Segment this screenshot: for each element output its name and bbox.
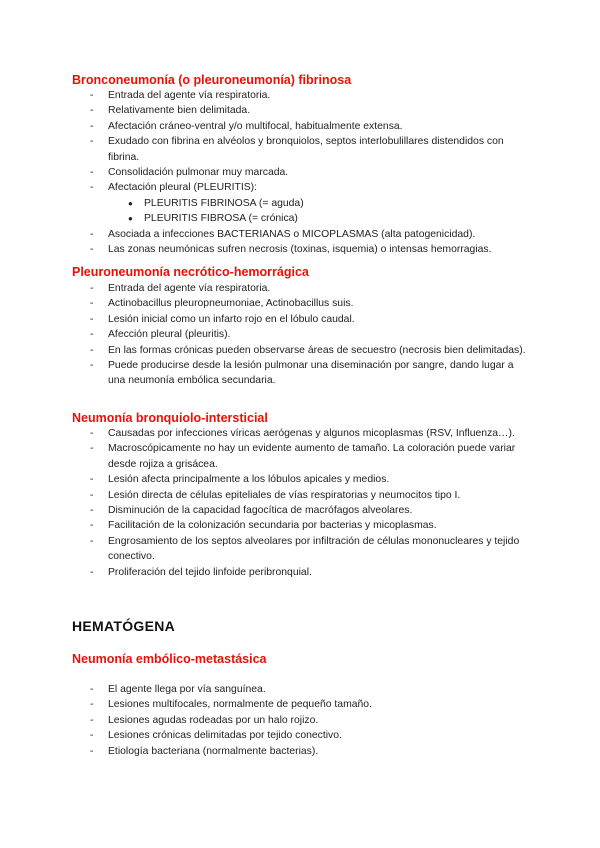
dash-marker: -	[90, 244, 94, 256]
dash-marker: -	[90, 428, 94, 439]
list-item: - Entrada del agente vía respiratoria.	[0, 88, 528, 103]
dash-marker: -	[90, 714, 94, 726]
list-item: - Macroscópicamente no hay un evidente aumento de tamaño. La coloración puede variar desde rojiza a grisácea.	[90, 443, 516, 470]
dash-marker: -	[90, 360, 94, 372]
dash-marker: -	[90, 283, 94, 294]
dash-marker: -	[90, 298, 94, 310]
list-item: - Asociada a infecciones BACTERIANAS o MICOPLASMAS (alta patogenicidad).	[0, 227, 528, 242]
dash-marker: -	[90, 136, 94, 148]
sub-list-item: ● PLEURITIS FIBROSA (= crónica)	[0, 211, 528, 226]
list-item: - Las zonas neumónicas sufren necrosis (toxinas, isquemia) o intensas hemorragias.	[0, 242, 528, 257]
dash-marker: -	[90, 182, 94, 194]
section-title-pleuroneumonia-necrotico-hemorragica: Pleuroneumonía necrótico-hemorrágica	[72, 265, 309, 279]
dash-marker: -	[90, 474, 94, 486]
dash-marker: -	[90, 105, 94, 117]
list-item: - Facilitación de la colonización secundaria por bacterias y micoplasmas.	[0, 518, 528, 533]
dash-marker: -	[90, 329, 94, 341]
bullet-marker: ●	[128, 214, 133, 224]
dash-marker: -	[90, 535, 94, 547]
heading-hematogena: HEMATÓGENA	[72, 618, 176, 634]
list-item: - Afección pleural (pleuritis).	[0, 327, 528, 342]
list-item: - El agente llega por vía sanguínea.	[0, 682, 528, 697]
list-item: - Etiología bacteriana (normalmente bacterias).	[0, 744, 528, 759]
list-item: - Actinobacillus pleuropneumoniae, Actinobacillus suis.	[0, 296, 528, 311]
list-item: - Disminución de la capacidad fagocítica de macrófagos alveolares.	[0, 503, 528, 518]
list-item: - Afectación pleural (PLEURITIS):	[0, 180, 528, 195]
dash-marker: -	[90, 120, 94, 132]
section-title-neumonia-embolico-metastasica: Neumonía embólico-metastásica	[72, 652, 267, 666]
sub-list-item: ● PLEURITIS FIBRINOSA (= aguda)	[0, 196, 528, 211]
list-item: - Entrada del agente vía respiratoria.	[0, 281, 528, 296]
list-item: - Consolidación pulmonar muy marcada.	[0, 165, 528, 180]
list-bronconeumonia-fibrinosa	[0, 88, 528, 257]
dash-marker: -	[90, 566, 94, 578]
list-item: - Lesión directa de células epiteliales de vías respiratorias y neumocitos tipo I.	[0, 488, 528, 503]
list-item: - Exudado con fibrina en alvéolos y bronquiolos, septos interlobulillares distendidos con fibrina.	[90, 136, 504, 163]
dash-marker: -	[90, 90, 94, 101]
section-title-neumonia-bronquiolo-intersticial: Neumonía bronquiolo-intersticial	[72, 411, 268, 425]
list-item: - Engrosamiento de los septos alveolares por infiltración de células mononucleares y tejido conectivo.	[90, 535, 520, 563]
dash-marker: -	[90, 505, 94, 517]
dash-marker: -	[90, 313, 94, 325]
dash-marker: -	[90, 730, 94, 742]
section-title-bronconeumonia-fibrinosa: Bronconeumonía (o pleuroneumonía) fibrinosa	[72, 73, 352, 87]
list-item: - Lesiones crónicas delimitadas por tejido conectivo.	[0, 728, 528, 743]
list-item: - Afectación cráneo-ventral y/o multifocal, habitualmente extensa.	[0, 119, 528, 134]
list-item: - Lesiones agudas rodeadas por un halo rojizo.	[0, 713, 528, 728]
list-item: - Proliferación del tejido linfoide peribronquial.	[0, 565, 528, 580]
dash-marker: -	[90, 167, 94, 179]
dash-marker: -	[90, 699, 94, 711]
dash-marker: -	[90, 684, 94, 695]
list-neumonia-bronquiolo-intersticial	[0, 426, 528, 580]
dash-marker: -	[90, 443, 94, 455]
dash-marker: -	[90, 489, 94, 501]
list-item: - Lesiones multifocales, normalmente de pequeño tamaño.	[0, 697, 528, 712]
list-item: - Causadas por infecciones víricas aerógenas y algunos micoplasmas (RSV, Influenza…).	[0, 426, 528, 441]
list-item: - En las formas crónicas pueden observarse áreas de secuestro (necrosis bien delimitadas).	[0, 343, 528, 358]
list-item: - Puede producirse desde la lesión pulmonar una diseminación por sangre, dando lugar a una neumonía embólica secundaria.	[90, 360, 514, 387]
dash-marker: -	[90, 745, 94, 757]
list-item: - Lesión inicial como un infarto rojo en el lóbulo caudal.	[0, 312, 528, 327]
dash-marker: -	[90, 520, 94, 532]
dash-marker: -	[90, 228, 94, 240]
list-item: - Lesión afecta principalmente a los lóbulos apicales y medios.	[0, 472, 528, 487]
dash-marker: -	[90, 344, 94, 356]
bullet-marker: ●	[128, 198, 133, 208]
list-pleuroneumonia-necrotico-hemorragica	[0, 281, 528, 389]
list-item: - Relativamente bien delimitada.	[0, 103, 528, 118]
list-neumonia-embolico-metastasica	[0, 682, 528, 759]
